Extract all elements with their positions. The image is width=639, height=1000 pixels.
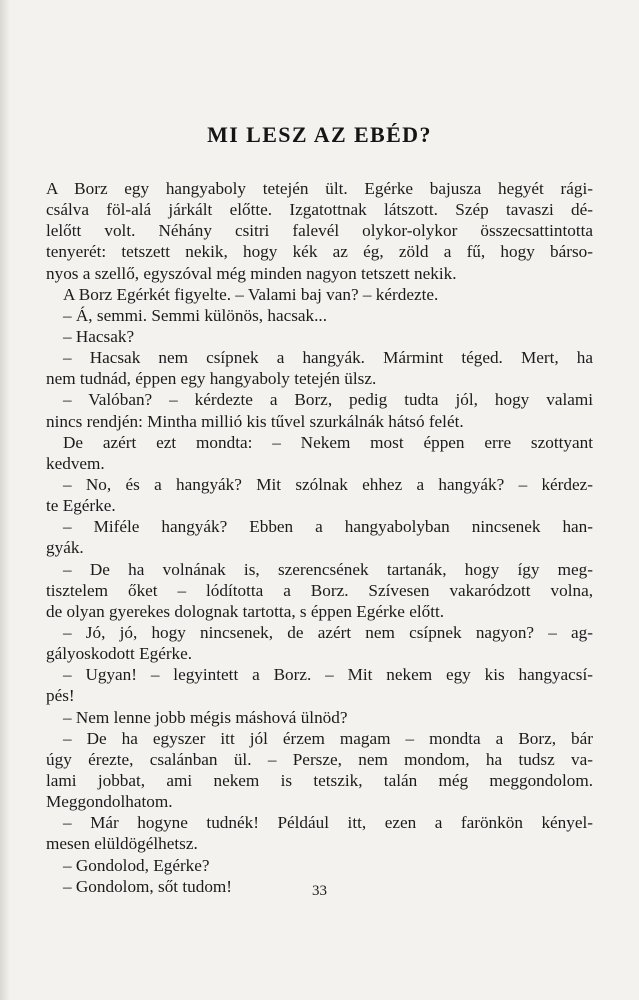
- text-line: – Már hogyne tudnék! Például itt, ezen a farönkön kényel-: [63, 813, 593, 833]
- text-line: Meggondolhatom.: [46, 792, 173, 812]
- page-gutter-shadow: [0, 0, 10, 1000]
- text-line: te Egérke.: [46, 496, 116, 516]
- text-line: nincs rendjén: Mintha millió kis tűvel szurkálnák hátsó felét.: [46, 411, 464, 431]
- chapter-title: MI LESZ AZ EBÉD?: [207, 122, 432, 147]
- text-line: gyák.: [46, 538, 84, 558]
- text-line: tisztelem őket – lódította a Borz. Szívesen vakaródzott volna,: [46, 580, 593, 600]
- text-line: – Hacsak?: [63, 326, 135, 346]
- chapter-body: [46, 178, 593, 897]
- text-line: lelőtt volt. Néhány csitri falevél olykor-olykor összecsattintotta: [46, 221, 593, 241]
- text-line: – Miféle hangyák? Ebben a hangyabolyban nincsenek han-: [63, 517, 593, 537]
- text-line: A Borz Egérkét figyelte. – Valami baj van? – kérdezte.: [63, 284, 439, 304]
- page-number: 33: [312, 883, 327, 899]
- text-line: A Borz egy hangyaboly tetején ült. Egérke bajusza hegyét rági-: [46, 179, 593, 198]
- text-line: nyos a szellő, egyszóval még minden nagyon tetszett nekik.: [46, 263, 457, 283]
- text-line: mesen elüldögélhetsz.: [46, 834, 198, 854]
- text-line: – Á, semmi. Semmi különös, hacsak...: [63, 305, 327, 325]
- text-line: tenyerét: tetszett nekik, hogy kék az ég, zöld a fű, hogy bárso-: [46, 242, 593, 262]
- text-line: – Gondolod, Egérke?: [63, 855, 210, 875]
- text-line: De azért ezt mondta: – Nekem most éppen erre szottyant: [63, 432, 593, 452]
- text-line: – Jó, jó, hogy nincsenek, de azért nem csípnek nagyon? – ag-: [63, 622, 593, 642]
- text-line: – Ugyan! – legyintett a Borz. – Mit nekem egy kis hangyacsí-: [63, 665, 593, 685]
- text-line: – No, és a hangyák? Mit szólnak ehhez a hangyák? – kérdez-: [63, 474, 593, 494]
- text-line: de olyan gyerekes dolognak tartotta, s éppen Egérke előtt.: [46, 601, 445, 621]
- text-line: – De ha volnának is, szerencsének tartanák, hogy így meg-: [63, 559, 593, 579]
- text-line: pés!: [46, 686, 75, 706]
- text-line: – Gondolom, sőt tudom!: [63, 876, 233, 896]
- text-line: csálva föl-alá járkált előtte. Izgatottnak látszott. Szép tavaszi dé-: [46, 200, 593, 220]
- text-line: – Hacsak nem csípnek a hangyák. Mármint téged. Mert, ha: [63, 348, 593, 368]
- text-line: kedvem.: [46, 453, 105, 473]
- text-line: nem tudnád, éppen egy hangyaboly tetején ülsz.: [46, 369, 377, 389]
- text-line: – De ha egyszer itt jól érzem magam – mondta a Borz, bár: [63, 728, 593, 748]
- text-line: lami jobbat, ami nekem is tetszik, talán még meggondolom.: [46, 770, 593, 790]
- text-line: úgy érezte, csalánban ül. – Persze, nem mondom, ha tudsz va-: [46, 749, 593, 769]
- text-line: – Valóban? – kérdezte a Borz, pedig tudta jól, hogy valami: [63, 390, 593, 410]
- text-line: gályoskodott Egérke.: [46, 644, 193, 664]
- text-line: – Nem lenne jobb mégis máshová ülnöd?: [63, 707, 348, 727]
